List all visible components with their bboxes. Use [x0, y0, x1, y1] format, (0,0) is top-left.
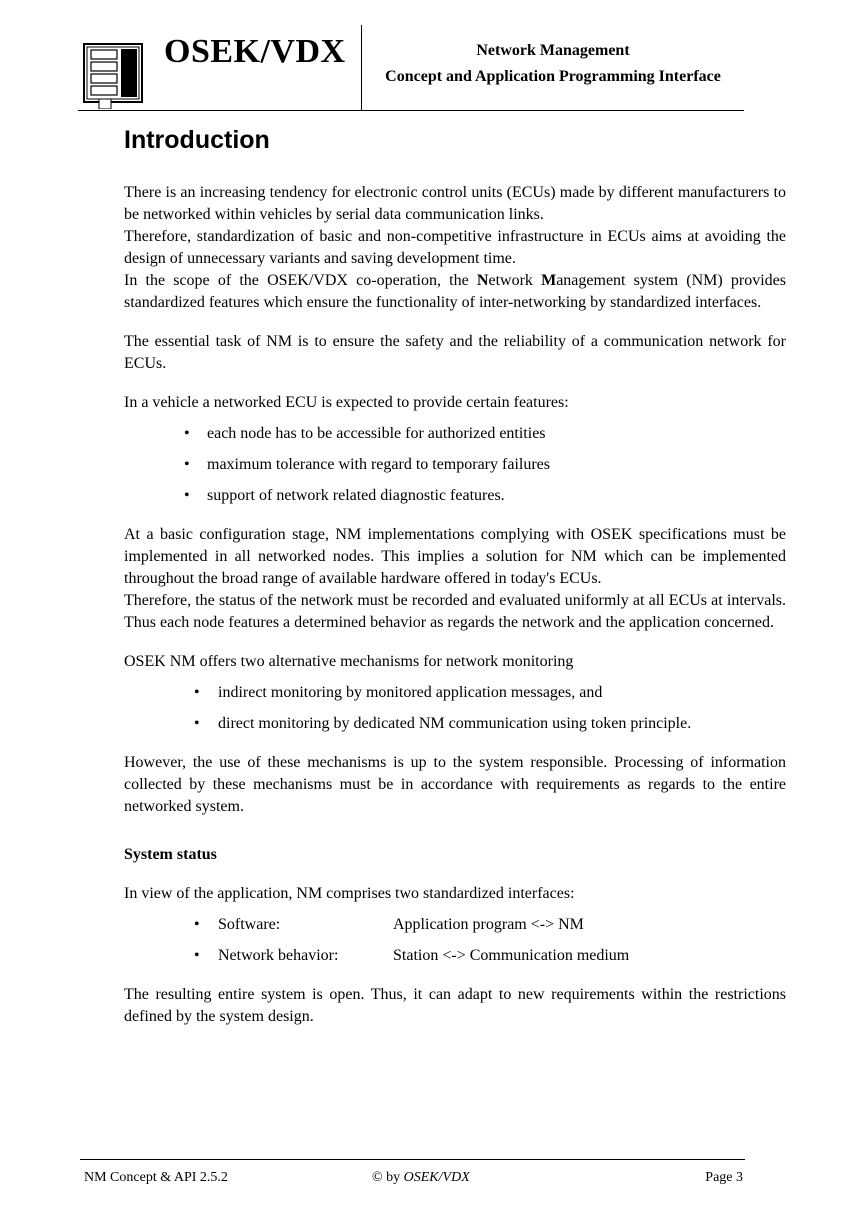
features-list: [124, 423, 786, 507]
list-item: • direct monitoring by dedicated NM communication using token principle.: [194, 715, 692, 732]
paragraph: In view of the application, NM comprises two standardized interfaces:: [124, 885, 575, 902]
list-item: • support of network related diagnostic features.: [184, 487, 505, 504]
document-title: [362, 38, 744, 90]
paragraph: In a vehicle a networked ECU is expected to provide certain features:: [124, 394, 569, 411]
section-heading: Introduction: [124, 126, 270, 154]
footer-copyright: © by OSEK/VDX: [372, 1170, 470, 1185]
document-title-line1: Network Management: [476, 42, 630, 59]
page-header: [78, 25, 744, 111]
paragraph: The resulting entire system is open. Thus, it can adapt to new requirements within the restrictions defined by the system design.: [124, 986, 786, 1025]
list-item: • maximum tolerance with regard to temporary failures: [184, 456, 550, 473]
paragraph: There is an increasing tendency for electronic control units (ECUs) made by different manufacturers to be networked within vehicles by serial data communication links.: [124, 184, 786, 223]
paragraph: Therefore, the status of the network must be recorded and evaluated uniformly at all ECUs at intervals. Thus each node features a determined behavior as regards the network and the application concerned.: [124, 592, 786, 631]
footer-doc-version: NM Concept & API 2.5.2: [84, 1170, 228, 1185]
paragraph: The essential task of NM is to ensure the safety and the reliability of a communication network for ECUs.: [124, 333, 786, 372]
mechanisms-list: [124, 682, 786, 735]
list-item: • Network behavior: Station <-> Communication medium: [194, 947, 630, 964]
subsection-heading: System status: [124, 846, 217, 863]
paragraph: However, the use of these mechanisms is up to the system responsible. Processing of information collected by these mechanisms must be in accordance with requirements as regards to the entire networked system.: [124, 754, 786, 815]
list-item: • indirect monitoring by monitored application messages, and: [194, 684, 603, 701]
paragraph: At a basic configuration stage, NM implementations complying with OSEK specifications must be implemented in all networked nodes. This implies a solution for NM which can be implemented throughout the broad range of available hardware offered in today's ECUs.: [124, 526, 786, 587]
osek-logo-icon: [83, 43, 145, 109]
page-content: [124, 124, 786, 1028]
interfaces-list: [124, 914, 786, 967]
list-item: • Software: Application program <-> NM: [194, 916, 584, 933]
footer-page-number: Page 3: [705, 1170, 743, 1185]
page-footer: [80, 1159, 745, 1185]
paragraph: Therefore, standardization of basic and non-competitive infrastructure in ECUs aims at avoiding the design of unnecessary variants and saving development time.: [124, 228, 786, 267]
paragraph: In the scope of the OSEK/VDX co-operation, the Network Management system (NM) provides standardized features which ensure the functionality of inter-networking by standardized interfaces.: [124, 272, 787, 311]
document-title-line2: Concept and Application Programming Interface: [385, 68, 721, 85]
paragraph: OSEK NM offers two alternative mechanisms for network monitoring: [124, 653, 574, 670]
brand-title: OSEK/VDX: [164, 33, 346, 70]
list-item: • each node has to be accessible for authorized entities: [184, 425, 546, 442]
